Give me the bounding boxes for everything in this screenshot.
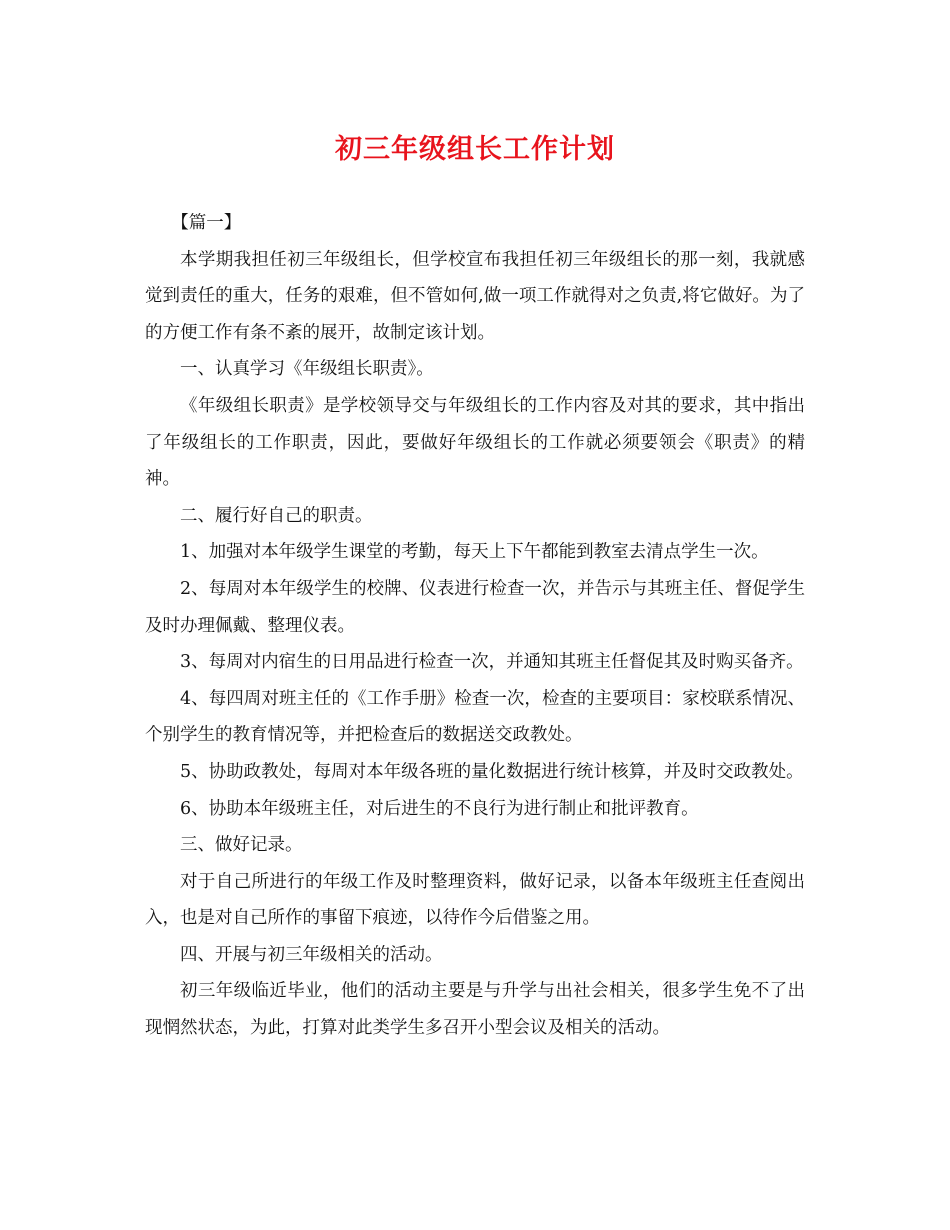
document-title: 初三年级组长工作计划	[335, 134, 615, 165]
heading-1: 一、认真学习《年级组长职责》。	[180, 359, 434, 380]
section-tag: 【篇一】	[171, 213, 242, 233]
paragraph-4: 初三年级临近毕业，他们的活动主要是与升学与出社会相关，很多学生免不了出现惘然状态，为此，打算对此类学生多召开小型会议及相关的活动。	[145, 981, 805, 1039]
list-item-3: 3、每周对内宿生的日用品进行检查一次，并通知其班主任督促其及时购买备齐。	[180, 652, 804, 673]
list-item-4: 4、每四周对班主任的《工作手册》检查一次，检查的主要项目：家校联系情况、个别学生的教育情况等，并把检查后的数据送交政教处。	[145, 688, 805, 746]
intro-paragraph: 本学期我担任初三年级组长，但学校宣布我担任初三年级组长的那一刻，我就感觉到责任的重大，任务的艰难，但不管如何,做一项工作就得对之负责,将它做好。为了的方便工作有条不紊的展开，故制定该计划。	[145, 249, 805, 343]
paragraph-3: 对于自己所进行的年级工作及时整理资料，做好记录，以备本年级班主任查阅出入，也是对自己所作的事留下痕迹，以待作今后借鉴之用。	[145, 871, 805, 929]
list-item-6: 6、协助本年级班主任，对后进生的不良行为进行制止和批评教育。	[180, 798, 699, 819]
list-item-1: 1、加强对本年级学生课堂的考勤，每天上下午都能到教室去清点学生一次。	[180, 542, 769, 563]
heading-3: 三、做好记录。	[180, 835, 303, 856]
list-item-5: 5、协助政教处，每周对本年级各班的量化数据进行统计核算，并及时交政教处。	[180, 761, 804, 782]
heading-4: 四、开展与初三年级相关的活动。	[180, 944, 443, 965]
list-item-2: 2、每周对本年级学生的校牌、仪表进行检查一次，并告示与其班主任、督促学生及时办理佩戴、整理仪表。	[145, 578, 805, 636]
paragraph-1: 《年级组长职责》是学校领导交与年级组长的工作内容及对其的要求，其中指出了年级组长的工作职责，因此，要做好年级组长的工作就必须要领会《职责》的精神。	[145, 395, 805, 490]
document-body	[145, 205, 805, 1047]
heading-2: 二、履行好自己的职责。	[180, 505, 373, 526]
